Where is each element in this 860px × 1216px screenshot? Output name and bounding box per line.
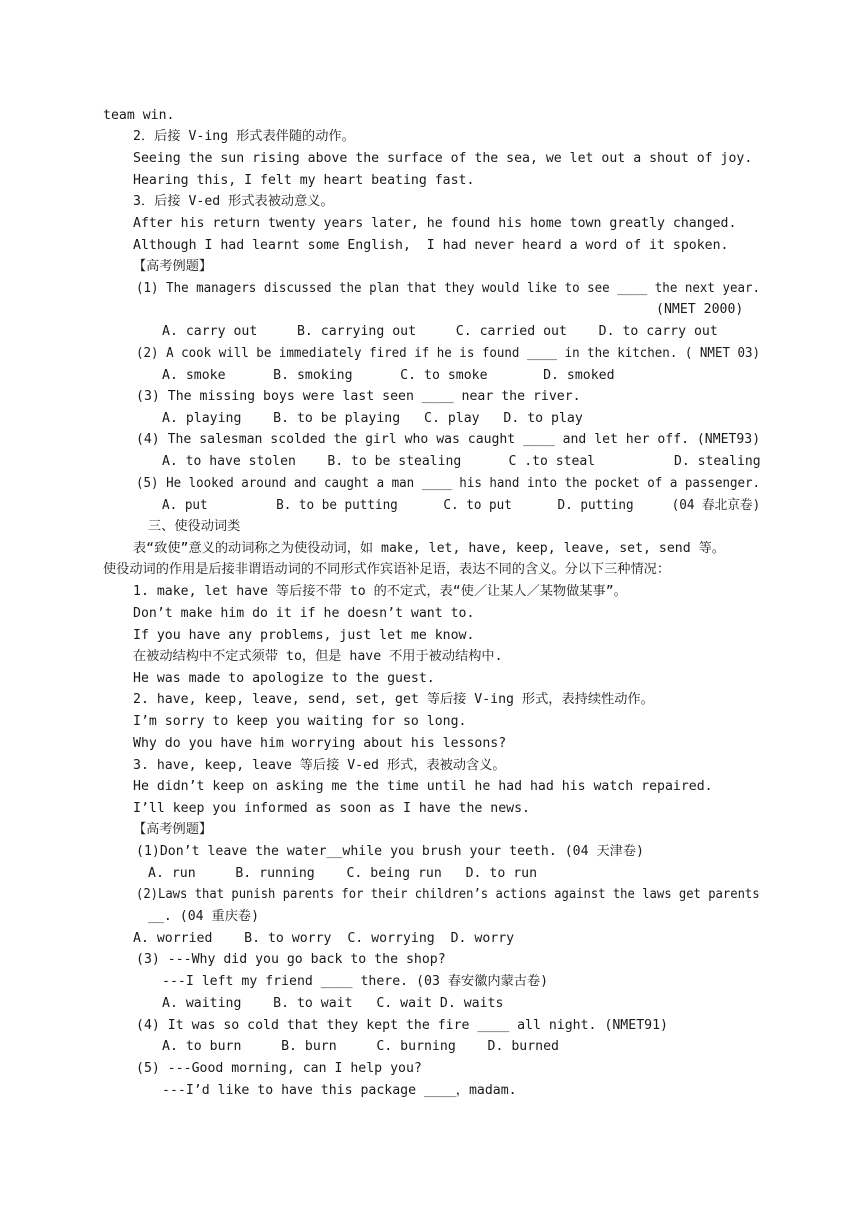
answer-options: A. to have stolen B. to be stealing C .to steal D. stealing [162,454,761,469]
text-line: 2．后接 V-ing 形式表伴随的动作。 [133,129,355,144]
answer-options: A. to burn B. burn C. burning D. burned [162,1039,559,1054]
question: (1)Don’t leave the water__while you brush your teeth. (04 天津卷) [136,844,644,859]
text-line: After his return twenty years later, he found his home town greatly changed. [133,216,737,231]
answer-options: A. worried B. to worry C. worrying D. worry [133,931,515,946]
question: ---I left my friend ____ there. (03 春安徽内蒙古卷) [162,974,549,989]
question: (4) It was so cold that they kept the fire ____ all night. (NMET91) [136,1018,668,1033]
question: ---I’d like to have this package ____，madam. [162,1083,517,1098]
text-line: Seeing the sun rising above the surface of the sea, we let out a shout of joy. [133,151,753,166]
text-line: 1. make, let have 等后接不带 to 的不定式，表“使／让某人／某物做某事”。 [133,584,627,599]
question: (2) A cook will be immediately fired if he is found ____ in the kitchen. ( NMET 03) [136,346,761,361]
answer-options: A. run B. running C. being run D. to run [148,866,538,881]
text-line: He was made to apologize to the guest. [133,671,435,686]
text-line: If you have any problems, just let me know. [133,628,475,643]
text-line: 3. have, keep, leave 等后接 V-ed 形式，表被动含义。 [133,758,506,773]
question-source: __. (04 重庆卷) [148,909,260,924]
answer-options: A. smoke B. smoking C. to smoke D. smoked [162,368,615,383]
question-source: (NMET 2000) [656,302,744,317]
text-line: Don’t make him do it if he doesn’t want to. [133,606,475,621]
question: (2)Laws that punish parents for their children’s actions against the laws get parents [136,887,760,902]
section-heading: 三、使役动词类 [148,519,241,534]
answer-options: A. playing B. to be playing C. play D. to play [162,411,583,426]
text-line: 在被动结构中不定式须带 to，但是 have 不用于被动结构中. [133,649,503,664]
answer-options: A. put B. to be putting C. to put D. putting (04 春北京卷) [162,498,761,513]
question: (5) ---Good morning, can I help you? [136,1061,422,1076]
text-line: I’m sorry to keep you waiting for so long. [133,714,467,729]
text-line: team win. [103,108,175,123]
text-line: Although I had learnt some English, I had never heard a word of it spoken. [133,238,729,253]
text-line: I’ll keep you informed as soon as I have the news. [133,801,530,816]
text-line: 表“致使”意义的动词称之为使役动词，如 make, let, have, keep, leave, set, send 等。 [133,541,725,556]
text-line: 2. have, keep, leave, send, set, get 等后接 V-ing 形式，表持续性动作。 [133,692,654,707]
text-line: Hearing this, I felt my heart beating fast. [133,173,475,188]
question: (3) ---Why did you go back to the shop? [136,952,446,967]
text-line: 使役动词的作用是后接非谓语动词的不同形式作宾语补足语，表达不同的含义。分以下三种情况： [103,562,671,577]
question: (5) He looked around and caught a man ____ his hand into the pocket of a passenger. [136,476,761,491]
question: (1) The managers discussed the plan that they would like to see ____ the next year. [136,281,761,296]
text-line: Why do you have him worrying about his lessons? [133,736,507,751]
text-line: He didn’t keep on asking me the time until he had had his watch repaired. [133,779,713,794]
section-heading: 【高考例题】 [133,822,213,837]
text-line: 3．后接 V-ed 形式表被动意义。 [133,194,334,209]
question: (3) The missing boys were last seen ____ near the river. [136,389,581,404]
section-heading: 【高考例题】 [133,259,213,274]
answer-options: A. waiting B. to wait C. wait D. waits [162,996,504,1011]
question: (4) The salesman scolded the girl who was caught ____ and let her off. (NMET93) [136,432,761,447]
answer-options: A. carry out B. carrying out C. carried out D. to carry out [162,324,718,339]
